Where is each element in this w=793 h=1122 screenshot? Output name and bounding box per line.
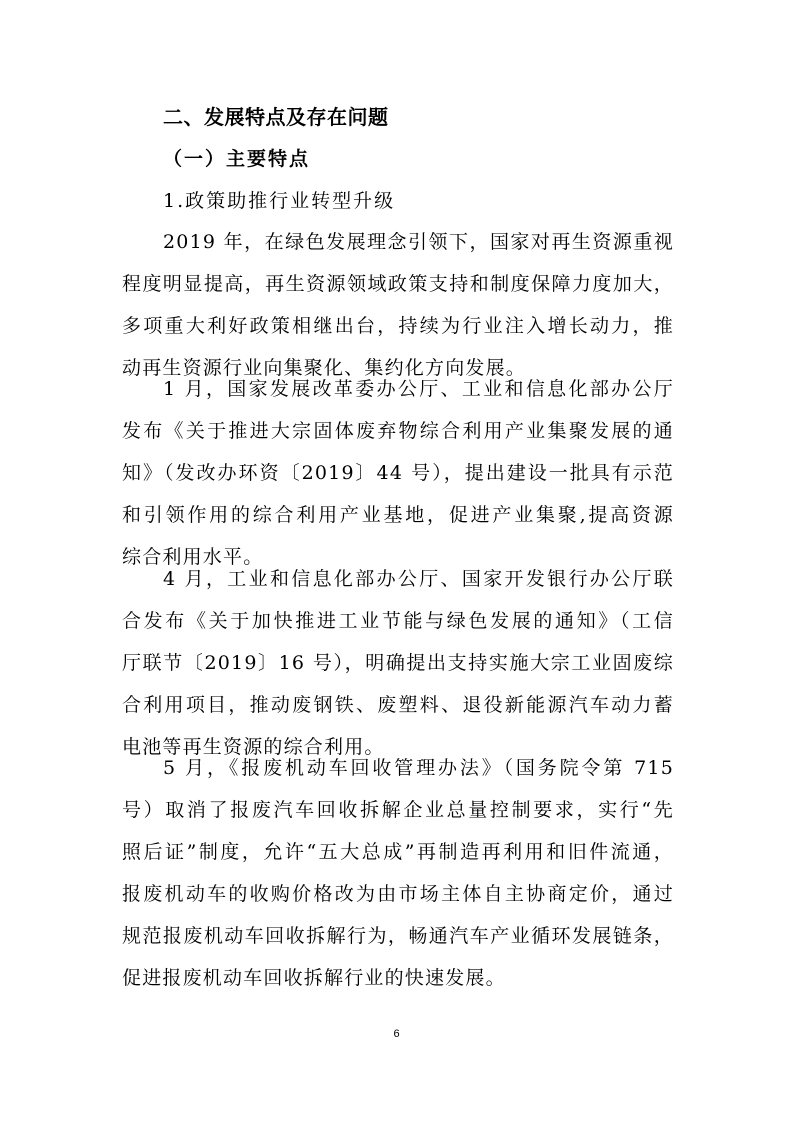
paragraph-line: 程度明显提高，再生资源领域政策支持和制度保障力度加大，: [122, 273, 674, 295]
paragraph-line: 1 月，国家发展改革委办公厅、工业和信息化部办公厅: [163, 378, 674, 400]
paragraph-line: 照后证”制度，允许“五大总成”再制造再利用和旧件流通，: [122, 841, 674, 863]
paragraph-line: 2019 年，在绿色发展理念引领下，国家对再生资源重视: [163, 231, 674, 253]
paragraph-line: 5 月，《报废机动车回收管理办法》（国务院令第 715: [163, 757, 674, 779]
item-title: 1.政策助推行业转型升级: [163, 190, 396, 212]
paragraph-line: 和引领作用的综合利用产业基地，促进产业集聚,提高资源: [122, 504, 674, 526]
paragraph-line: 电池等再生资源的综合利用。: [122, 736, 385, 758]
paragraph-line: 促进报废机动车回收拆解行业的快速发展。: [122, 967, 506, 989]
paragraph-line: 合发布《关于加快推进工业节能与绿色发展的通知》（工信: [122, 610, 674, 632]
paragraph-line: 发布《关于推进大宗固体废弃物综合利用产业集聚发展的通: [122, 420, 674, 442]
subsection-heading: （一）主要特点: [163, 148, 311, 170]
paragraph-may: [122, 747, 674, 999]
paragraph-line: 规范报废机动车回收拆解行为，畅通汽车产业循环发展链条，: [122, 925, 674, 947]
section-heading: 二、发展特点及存在问题: [163, 105, 389, 129]
paragraph-policy-overview: [122, 221, 674, 389]
paragraph-line: 报废机动车的收购价格改为由市场主体自主协商定价，通过: [122, 883, 674, 905]
paragraph-april: [122, 558, 674, 768]
paragraph-line: 综合利用水平。: [122, 546, 264, 568]
paragraph-line: 知》（发改办环资〔2019〕44 号），提出建设一批具有示范: [122, 462, 674, 484]
paragraph-line: 4 月，工业和信息化部办公厅、国家开发银行办公厅联: [163, 568, 674, 590]
paragraph-line: 合利用项目，推动废钢铁、废塑料、退役新能源汽车动力蓄: [122, 694, 674, 716]
paragraph-line: 厅联节〔2019〕16 号），明确提出支持实施大宗工业固废综: [122, 652, 674, 674]
paragraph-january: [122, 368, 674, 578]
paragraph-line: 动再生资源行业向集聚化、集约化方向发展。: [122, 357, 527, 379]
page-number: 6: [393, 1028, 400, 1040]
paragraph-line: 多项重大利好政策相继出台，持续为行业注入增长动力，推: [122, 315, 674, 337]
paragraph-line: 号）取消了报废汽车回收拆解企业总量控制要求，实行“先: [122, 799, 674, 821]
